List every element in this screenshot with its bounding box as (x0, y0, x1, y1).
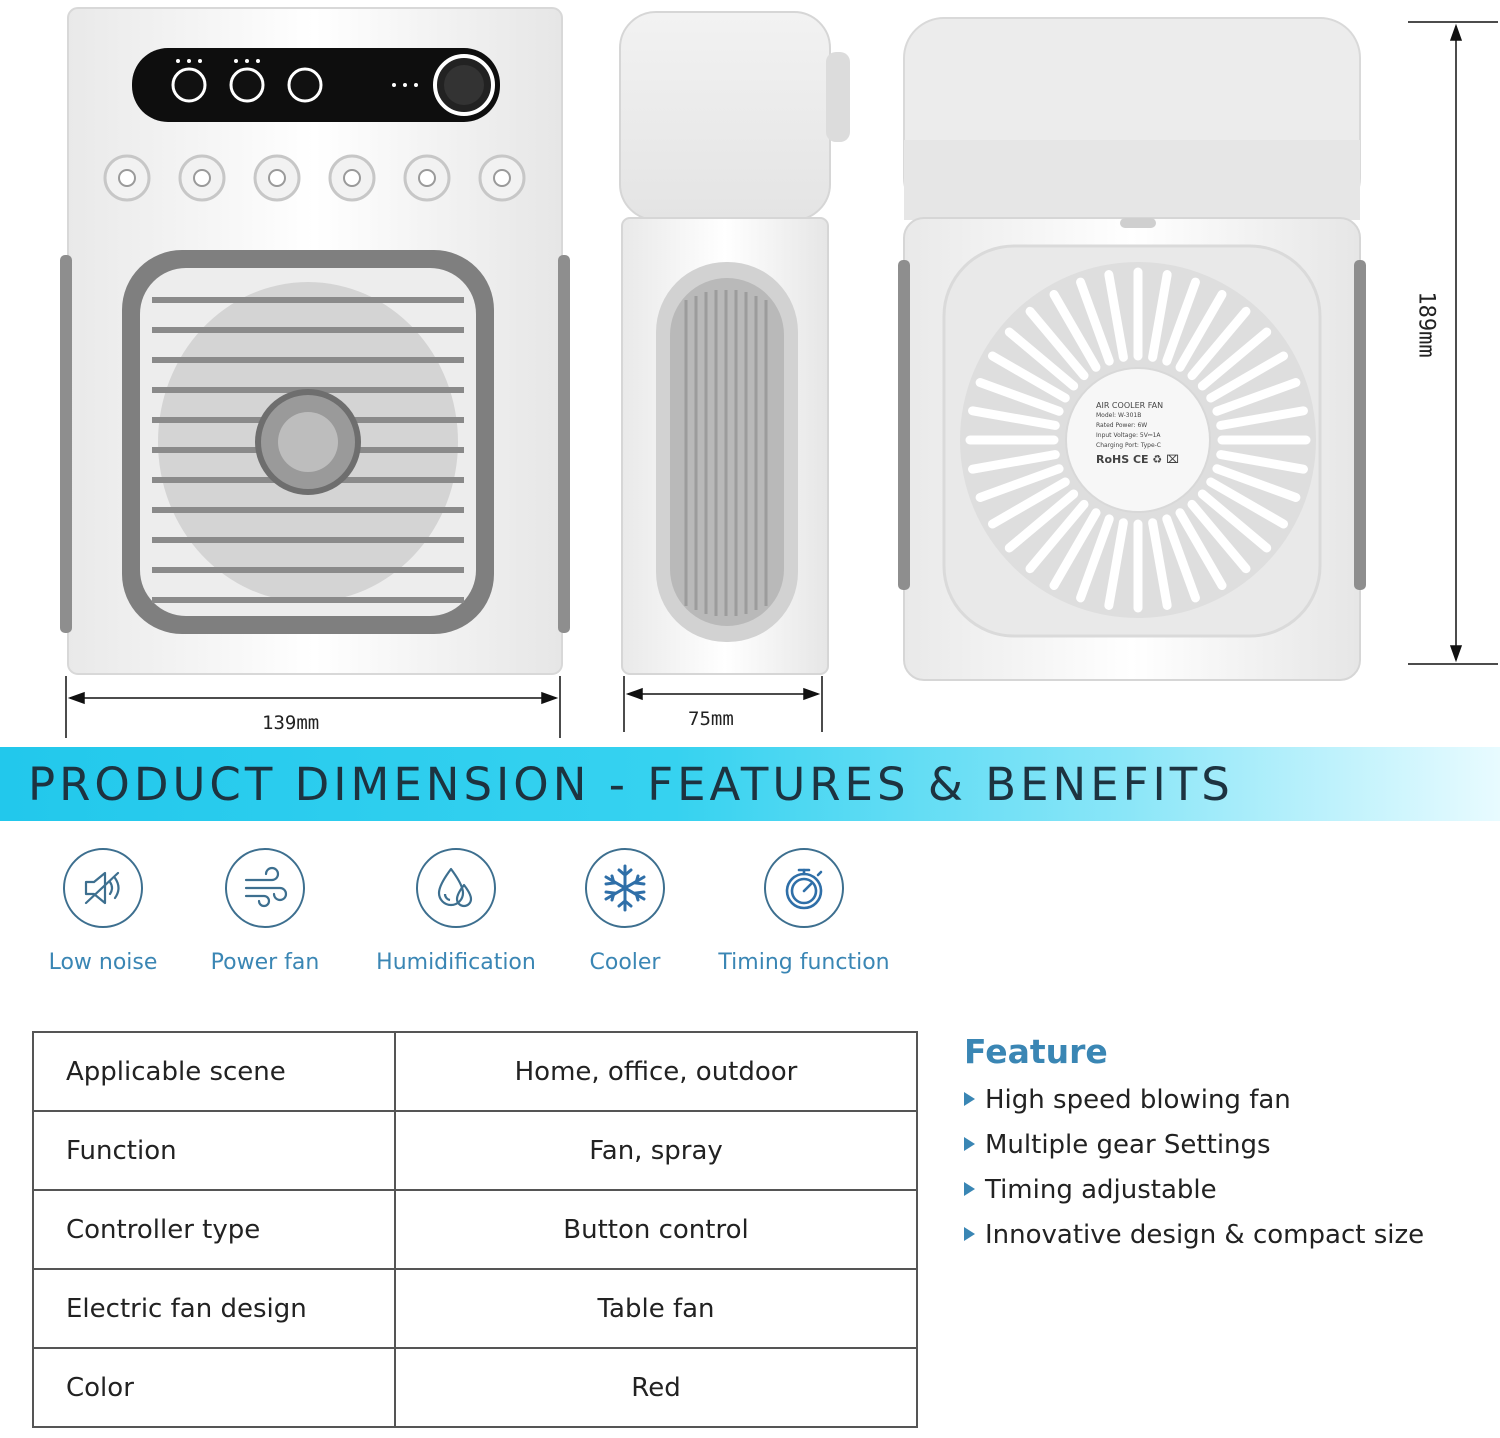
usb-c-port (1120, 218, 1156, 228)
spec-key: Applicable scene (33, 1032, 395, 1111)
spec-value: Home, office, outdoor (395, 1032, 917, 1111)
side-view (620, 12, 850, 732)
wind-icon (225, 848, 305, 928)
spec-key: Electric fan design (33, 1269, 395, 1348)
banner-title: PRODUCT DIMENSION - FEATURES & BENEFITS (28, 758, 1234, 811)
depth-label: 75mm (688, 708, 734, 730)
feature-text: Timing adjustable (985, 1175, 1217, 1205)
table-row (33, 1032, 917, 1111)
list-item (964, 1082, 1424, 1127)
feature-text: High speed blowing fan (985, 1085, 1291, 1115)
snowflake-icon (585, 848, 665, 928)
label-title: AIR COOLER FAN (1096, 401, 1164, 410)
spec-value: Fan, spray (395, 1111, 917, 1190)
spec-key: Function (33, 1111, 395, 1190)
spec-value: Red (395, 1348, 917, 1427)
speaker-muted-icon (63, 848, 143, 928)
table-row (33, 1111, 917, 1190)
icon-item-power-fan (200, 848, 330, 975)
list-item (964, 1172, 1424, 1217)
icon-label: Cooler (589, 950, 661, 975)
feature-text: Multiple gear Settings (985, 1130, 1271, 1160)
triangle-bullet-icon (964, 1227, 975, 1241)
icon-label: Timing function (718, 950, 890, 975)
icon-item-low-noise (38, 848, 168, 975)
spec-table (32, 1031, 918, 1428)
back-view (898, 18, 1498, 680)
label-marks: RoHS CE ♻ ⌧ (1096, 453, 1179, 466)
water-drops-icon (416, 848, 496, 928)
list-item (964, 1217, 1424, 1262)
triangle-bullet-icon (964, 1137, 975, 1151)
icon-label: Low noise (48, 950, 158, 975)
icon-label: Humidification (376, 950, 536, 975)
list-item (964, 1127, 1424, 1172)
height-label: 189mm (1413, 291, 1439, 358)
spec-key: Controller type (33, 1190, 395, 1269)
table-row (33, 1269, 917, 1348)
spec-value: Table fan (395, 1269, 917, 1348)
label-power: Rated Power: 6W (1096, 422, 1148, 429)
icon-item-humidification (366, 848, 546, 975)
feature-text: Innovative design & compact size (985, 1220, 1425, 1250)
icon-item-timing (704, 848, 904, 975)
width-label: 139mm (262, 712, 320, 734)
spec-value: Button control (395, 1190, 917, 1269)
feature-list (964, 1082, 1424, 1262)
triangle-bullet-icon (964, 1182, 975, 1196)
icon-label: Power fan (210, 950, 320, 975)
label-port: Charging Port: Type-C (1096, 442, 1161, 449)
front-view (60, 8, 570, 738)
feature-title: Feature (964, 1032, 1108, 1071)
label-model: Model: W-301B (1096, 412, 1142, 419)
stopwatch-icon (764, 848, 844, 928)
table-row (33, 1190, 917, 1269)
table-row (33, 1348, 917, 1427)
product-label (1096, 401, 1192, 465)
label-voltage: Input Voltage: 5V⎓1A (1096, 432, 1161, 439)
triangle-bullet-icon (964, 1092, 975, 1106)
icon-item-cooler (576, 848, 674, 975)
spec-key: Color (33, 1348, 395, 1427)
